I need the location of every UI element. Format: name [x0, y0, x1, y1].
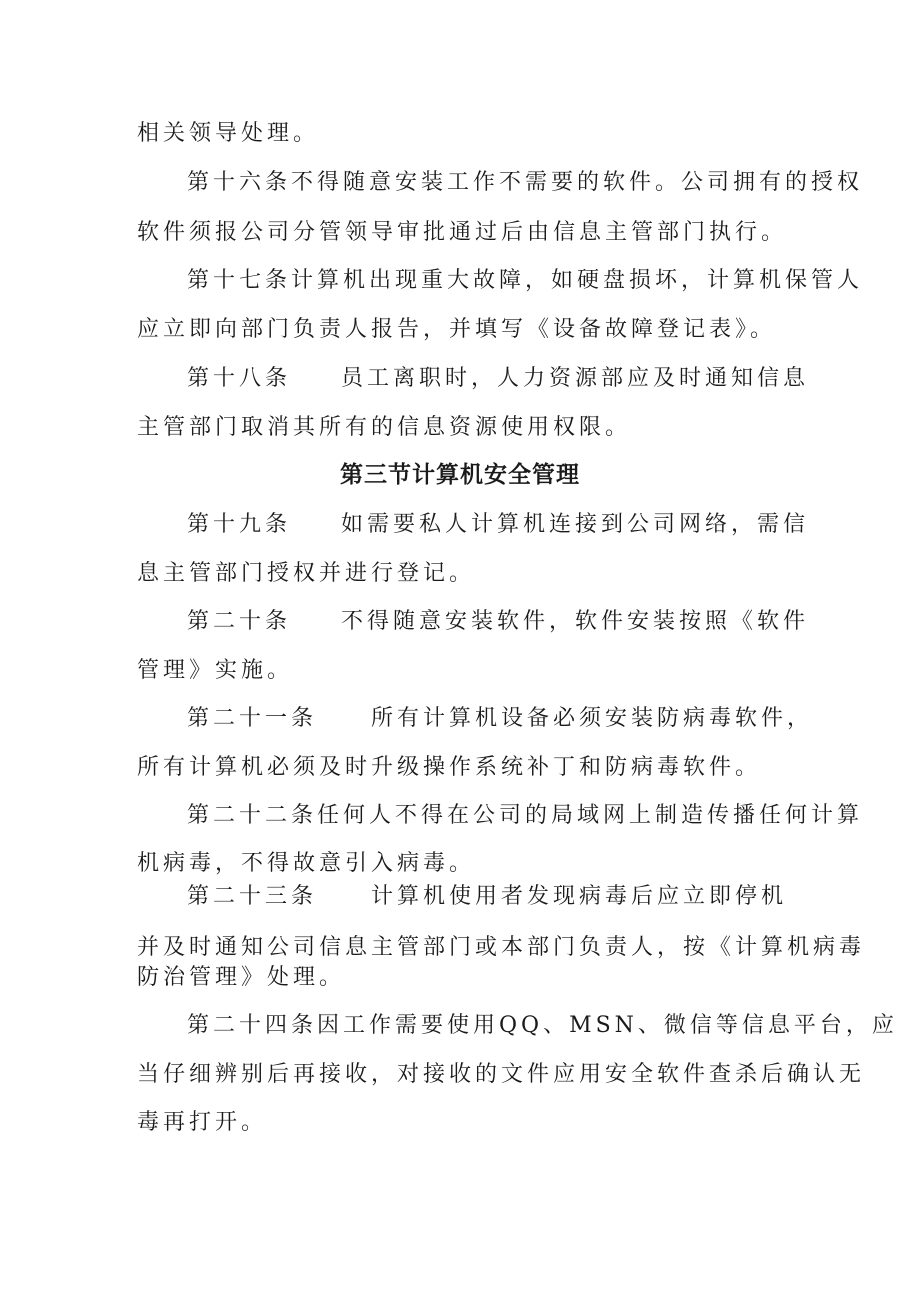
article-21-line-1: [187, 706, 813, 732]
article-23-line-3: 防治管理》处理。: [137, 965, 346, 990]
article-23-line-2: 并及时通知公司信息主管部门或本部门负责人，按《计算机病毒: [137, 935, 866, 960]
article-21-text: 所有计算机设备必须安装防病毒软件，: [371, 706, 814, 731]
section-heading: 第三节计算机安全管理: [340, 462, 580, 488]
article-21-number: 第二十一条: [187, 706, 318, 731]
article-23-text: 计算机使用者发现病毒后应立即停机: [371, 884, 788, 909]
article-16-line-2: 软件须报公司分管领导审批通过后由信息主管部门执行。: [137, 220, 788, 245]
article-18-line-1: [187, 366, 809, 392]
article-18-line-2: 主管部门取消其所有的信息资源使用权限。: [137, 415, 632, 440]
article-23-number: 第二十三条: [187, 884, 318, 909]
article-20-text: 不得随意安装软件，软件安装按照《软件: [341, 609, 810, 634]
article-24-line-2: 当仔细辨别后再接收，对接收的文件应用安全软件查杀后确认无: [137, 1062, 866, 1087]
article-20-line-2: 管理》实施。: [137, 658, 294, 683]
paragraph-line: 相关领导处理。: [137, 121, 320, 146]
article-24-line-3: 毒再打开。: [137, 1110, 268, 1135]
article-18-number: 第十八条: [187, 366, 292, 391]
article-19-line-2: 息主管部门授权并进行登记。: [137, 561, 476, 586]
article-16-line-1: 第十六条不得随意安装工作不需要的软件。公司拥有的授权: [187, 170, 864, 195]
article-21-line-2: 所有计算机必须及时升级操作系统补丁和防病毒软件。: [137, 755, 762, 780]
article-20-line-1: [187, 609, 809, 635]
article-20-number: 第二十条: [187, 609, 292, 634]
article-23-line-1: [187, 884, 787, 910]
article-19-text: 如需要私人计算机连接到公司网络，需信: [341, 512, 810, 537]
article-24-line-1: 第二十四条因工作需要使用QQ、MSN、微信等信息平台，应: [187, 1013, 898, 1038]
article-22-line-1: 第二十二条任何人不得在公司的局域网上制造传播任何计算: [187, 803, 864, 828]
article-19-number: 第十九条: [187, 512, 292, 537]
article-22-line-2: 机病毒，不得故意引入病毒。: [137, 851, 476, 876]
article-19-line-1: [187, 512, 809, 538]
article-18-text: 员工离职时，人力资源部应及时通知信息: [341, 366, 810, 391]
article-17-line-1: 第十七条计算机出现重大故障，如硬盘损坏，计算机保管人: [187, 268, 864, 293]
article-17-line-2: 应立即向部门负责人报告，并填写《设备故障登记表》。: [137, 317, 777, 342]
